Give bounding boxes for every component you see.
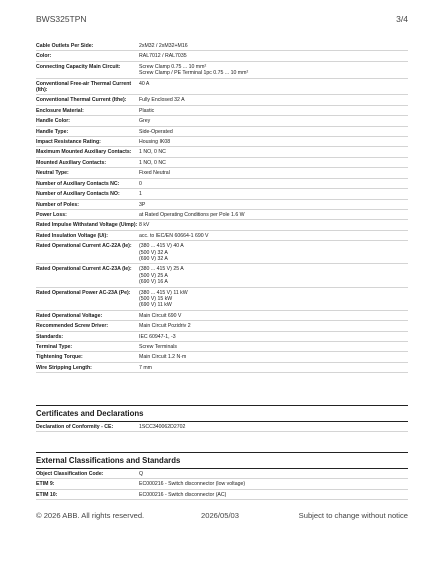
- spec-value-line: (500 V) 32 A: [139, 249, 168, 256]
- spec-row: [36, 342, 408, 352]
- spec-value-line: (690 V) 16 A: [139, 279, 168, 286]
- spec-label: Object Classification Code:: [36, 471, 104, 477]
- product-code: BWS325TPN: [36, 14, 87, 24]
- spec-label: Rated Operational Current AC-22A (Ie):: [36, 243, 132, 250]
- spec-row: [36, 41, 408, 51]
- spec-label: Color:: [36, 53, 52, 60]
- spec-value-line: 1: [139, 191, 142, 198]
- spec-row: [36, 200, 408, 210]
- certificates-title: Certificates and Declarations: [36, 405, 408, 422]
- spec-value-line: Fully Enclosed 32 A: [139, 97, 185, 104]
- spec-value: [139, 51, 408, 60]
- spec-label: Handle Type:: [36, 128, 69, 135]
- spec-row: [36, 95, 408, 105]
- spec-label: Wire Stripping Length:: [36, 364, 92, 371]
- spec-label: Rated Operational Current AC-23A (Ie):: [36, 266, 132, 273]
- spec-row: [36, 189, 408, 199]
- spec-value-line: Housing IK08: [139, 139, 171, 146]
- spec-value-line: Main Circuit Pozidriv 2: [139, 323, 191, 330]
- spec-value: [139, 311, 408, 320]
- spec-value-line: (380 ... 415 V) 11 kW: [139, 289, 188, 296]
- spec-row: [36, 127, 408, 137]
- spec-value: [139, 189, 408, 198]
- spec-row: [36, 116, 408, 126]
- spec-row: [36, 332, 408, 342]
- spec-label: Tightening Torque:: [36, 354, 83, 361]
- spec-label: Connecting Capacity Main Circuit:: [36, 63, 121, 70]
- page-number: 3/4: [396, 14, 408, 24]
- spec-value: [139, 220, 408, 229]
- spec-value: [139, 490, 408, 499]
- spec-value-line: Screw Clamp / PE Terminal 1pc 0.75 ... 10 mm²: [139, 70, 249, 77]
- spec-label: Declaration of Conformity - CE:: [36, 424, 114, 430]
- spec-row: [36, 288, 408, 311]
- spec-row: [36, 479, 408, 489]
- spec-value-line: (380 ... 415 V) 25 A: [139, 266, 184, 273]
- spec-value-line: (380 ... 415 V) 40 A: [139, 243, 184, 250]
- spec-value-line: 0: [139, 180, 142, 187]
- spec-row: [36, 158, 408, 168]
- certificates-rows: [36, 422, 408, 432]
- spec-label: Standards:: [36, 333, 64, 340]
- spec-value: [139, 332, 408, 341]
- spec-table: [36, 41, 408, 373]
- spec-value-line: Fixed Neutral: [139, 170, 170, 177]
- change-notice: Subject to change without notice: [298, 511, 408, 520]
- spec-value: [139, 363, 408, 372]
- spec-label: Rated Operational Power AC-23A (Pe):: [36, 289, 131, 296]
- spec-row: [36, 363, 408, 373]
- spec-value: [139, 200, 408, 209]
- spec-value: [139, 106, 408, 115]
- spec-label: Maximum Mounted Auxiliary Contacts:: [36, 149, 132, 156]
- spec-value-line: 2xM32 / 2xM32+M16: [139, 43, 188, 49]
- spec-value: [139, 79, 408, 95]
- spec-value: [139, 264, 408, 286]
- spec-row: [36, 469, 408, 479]
- spec-value-line: IEC 60947-1, -3: [139, 333, 176, 340]
- spec-value-line: 8 kV: [139, 222, 150, 229]
- spec-row: [36, 168, 408, 178]
- spec-value: [139, 241, 408, 263]
- spec-value: [139, 342, 408, 351]
- spec-label: Terminal Type:: [36, 344, 73, 350]
- spec-value-line: 40 A: [139, 80, 150, 87]
- spec-row: [36, 264, 408, 287]
- spec-value-line: Plastic: [139, 107, 155, 114]
- spec-value-line: EC000216 - Switch disconnector (low voltage): [139, 481, 246, 488]
- spec-value-line: Main Circuit 690 V: [139, 312, 182, 319]
- spec-value-line: acc. to IEC/EN 60664-1 690 V: [139, 232, 209, 239]
- spec-label: ETIM 9:: [36, 481, 55, 488]
- spec-value-line: Q: [139, 471, 144, 477]
- spec-value: [139, 158, 408, 167]
- spec-value-line: 3P: [139, 201, 146, 208]
- spec-row: [36, 106, 408, 116]
- spec-row: [36, 422, 408, 432]
- spec-value: [139, 288, 408, 310]
- spec-row: [36, 147, 408, 157]
- spec-value: [139, 62, 408, 78]
- spec-value: [139, 168, 408, 177]
- spec-value: [139, 147, 408, 156]
- spec-row: [36, 137, 408, 147]
- spec-value-line: 1SCC340062D2702: [139, 424, 186, 430]
- spec-label: Number of Poles:: [36, 201, 79, 208]
- spec-row: [36, 51, 408, 61]
- spec-row: [36, 241, 408, 264]
- spec-value: [139, 469, 408, 478]
- spec-value: [139, 352, 408, 361]
- spec-label: Number of Auxiliary Contacts NC:: [36, 180, 120, 187]
- spec-row: [36, 210, 408, 220]
- spec-value: [139, 179, 408, 188]
- spec-label: Rated Operational Voltage:: [36, 312, 103, 319]
- spec-label: Rated Insulation Voltage (Ui):: [36, 232, 108, 239]
- spec-label: Mounted Auxiliary Contacts:: [36, 159, 107, 166]
- spec-label: Enclosure Material:: [36, 107, 84, 114]
- spec-label: Impact Resistance Rating:: [36, 139, 101, 146]
- spec-label: Number of Auxiliary Contacts NO:: [36, 191, 120, 198]
- spec-label: Recommended Screw Driver:: [36, 323, 109, 330]
- spec-value-line: Screw Clamp 0.75 ... 10 mm²: [139, 63, 207, 70]
- classifications-rows: [36, 469, 408, 500]
- spec-label: Cable Outlets Per Side:: [36, 43, 94, 49]
- spec-value: [139, 231, 408, 240]
- spec-value: [139, 116, 408, 125]
- spec-label: ETIM 10:: [36, 491, 58, 498]
- spec-value: [139, 137, 408, 146]
- spec-value: [139, 479, 408, 488]
- spec-value: [139, 41, 408, 50]
- spec-row: [36, 179, 408, 189]
- spec-value-line: RAL7012 / RAL7035: [139, 53, 187, 60]
- spec-value: [139, 422, 408, 431]
- spec-label: Neutral Type:: [36, 170, 69, 177]
- spec-value-line: (500 V) 15 kW: [139, 295, 173, 302]
- spec-value: [139, 127, 408, 136]
- spec-label: Conventional Free-air Thermal Current (Ith):: [36, 80, 132, 94]
- spec-row: [36, 79, 408, 96]
- spec-value-line: (690 V) 32 A: [139, 255, 168, 262]
- spec-value: [139, 95, 408, 104]
- spec-value-line: 1 NO, 0 NC: [139, 159, 166, 166]
- spec-row: [36, 352, 408, 362]
- classifications-title: External Classifications and Standards: [36, 452, 408, 469]
- certificates-section: [36, 405, 408, 432]
- spec-value-line: Main Circuit 1.2 N·m: [139, 354, 187, 361]
- spec-row: [36, 231, 408, 241]
- spec-value-line: at Rated Operating Conditions per Pole 1.6 W: [139, 211, 245, 218]
- spec-row: [36, 220, 408, 230]
- spec-value-line: (500 V) 25 A: [139, 272, 168, 279]
- spec-label: Power Loss:: [36, 211, 67, 218]
- spec-label: Conventional Thermal Current (Ithe):: [36, 97, 127, 104]
- spec-value-line: 7 mm: [139, 364, 152, 371]
- print-date: 2026/05/03: [201, 511, 240, 520]
- spec-row: [36, 321, 408, 331]
- copyright-text: © 2026 ABB. All rights reserved.: [36, 511, 145, 520]
- spec-row: [36, 62, 408, 79]
- classifications-section: [36, 452, 408, 500]
- spec-value-line: Side-Operated: [139, 128, 173, 135]
- spec-value: [139, 321, 408, 330]
- spec-value-line: Screw Terminals: [139, 344, 177, 350]
- spec-label: Handle Color:: [36, 118, 71, 125]
- spec-row: [36, 311, 408, 321]
- spec-value-line: EC000216 - Switch disconnector (AC): [139, 491, 227, 498]
- spec-row: [36, 490, 408, 500]
- page-footer: [36, 511, 408, 523]
- page-header: [36, 14, 408, 26]
- spec-value-line: 1 NO, 0 NC: [139, 149, 166, 156]
- spec-value: [139, 210, 408, 219]
- spec-label: Rated Impulse Withstand Voltage (Uimp):: [36, 222, 138, 229]
- spec-value-line: Grey: [139, 118, 151, 125]
- spec-value-line: (690 V) 11 kW: [139, 302, 172, 309]
